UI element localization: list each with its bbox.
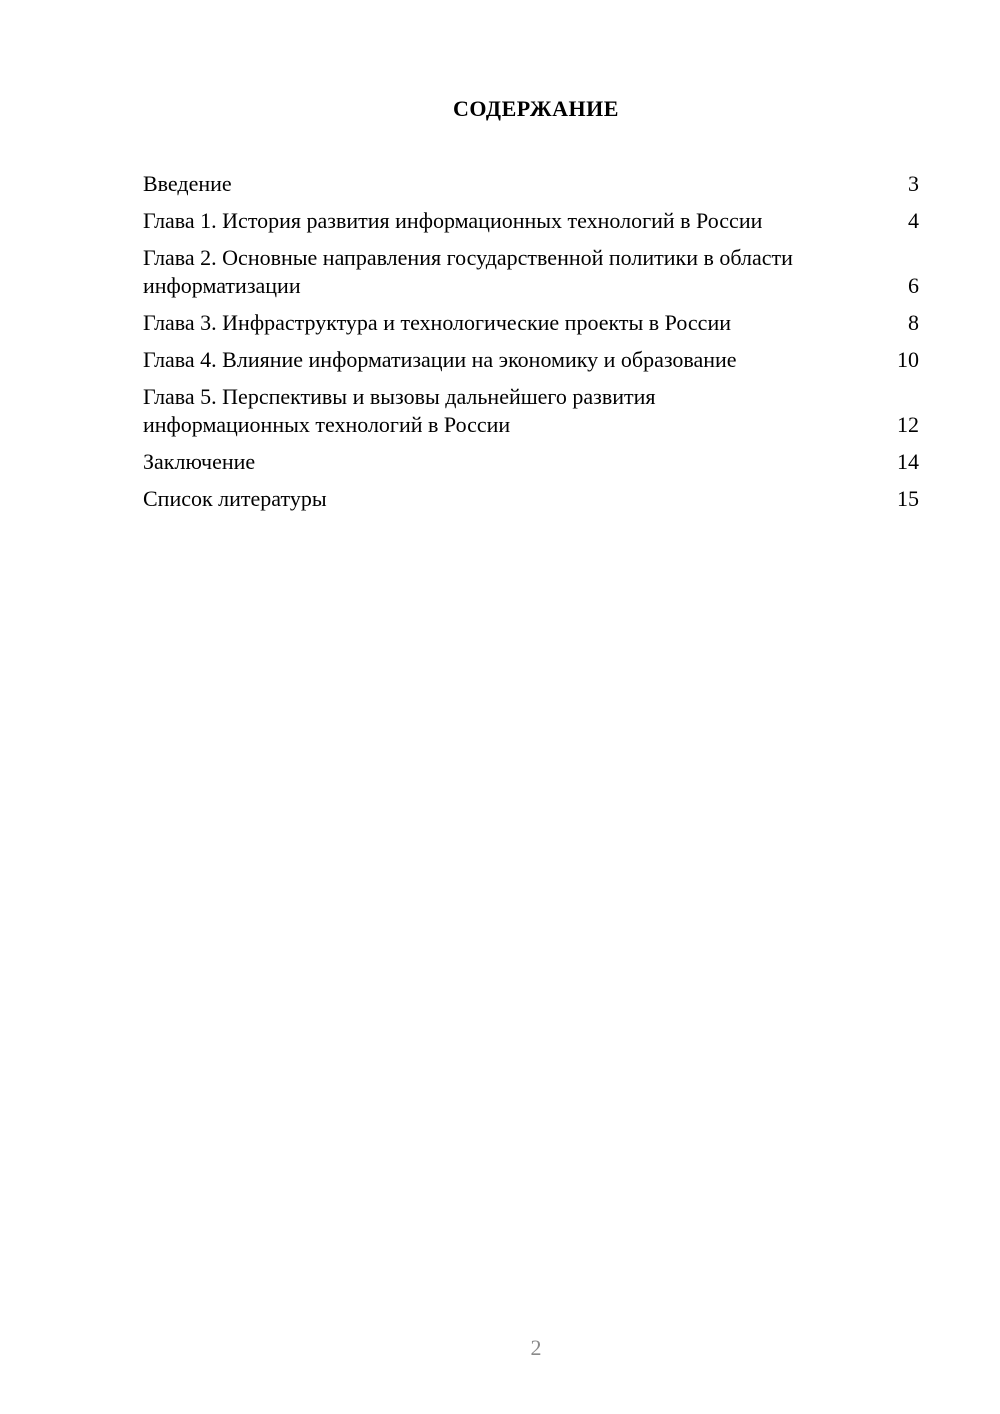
toc-entry-page: 15: [897, 486, 919, 511]
toc-entry-conclusion: [143, 448, 919, 476]
page-title: СОДЕРЖАНИЕ: [453, 96, 619, 121]
toc-entry-chapter-4: [143, 346, 919, 374]
toc-entry-label: Глава 3. Инфраструктура и технологические проекты в России: [143, 310, 731, 335]
page-number: 2: [530, 1335, 542, 1360]
table-of-contents: [143, 170, 919, 522]
toc-entry-page: 10: [897, 347, 919, 372]
toc-entry-label: Заключение: [143, 449, 256, 474]
toc-entry-introduction: [143, 170, 919, 198]
toc-entry-page: 8: [908, 310, 919, 335]
toc-entry-chapter-2: [143, 244, 919, 300]
toc-entry-label: Список литературы: [143, 486, 327, 511]
toc-entry-page: 14: [897, 449, 919, 474]
toc-entry-page: 6: [908, 273, 919, 298]
toc-entry-label: Глава 1. История развития информационных технологий в России: [143, 208, 763, 233]
toc-entry-label: Введение: [143, 171, 232, 196]
toc-entry-bibliography: [143, 485, 919, 513]
toc-entry-label: Глава 2. Основные направления государственной политики в области информатизации: [143, 245, 793, 298]
toc-entry-page: 12: [897, 412, 919, 437]
toc-entry-chapter-1: [143, 207, 919, 235]
toc-entry-chapter-3: [143, 309, 919, 337]
toc-entry-label: Глава 5. Перспективы и вызовы дальнейшего развития информационных технологий в России: [143, 384, 656, 437]
toc-entry-page: 4: [908, 208, 919, 233]
toc-entry-chapter-5: [143, 383, 919, 439]
toc-entry-page: 3: [908, 171, 919, 196]
toc-entry-label: Глава 4. Влияние информатизации на экономику и образование: [143, 347, 737, 372]
